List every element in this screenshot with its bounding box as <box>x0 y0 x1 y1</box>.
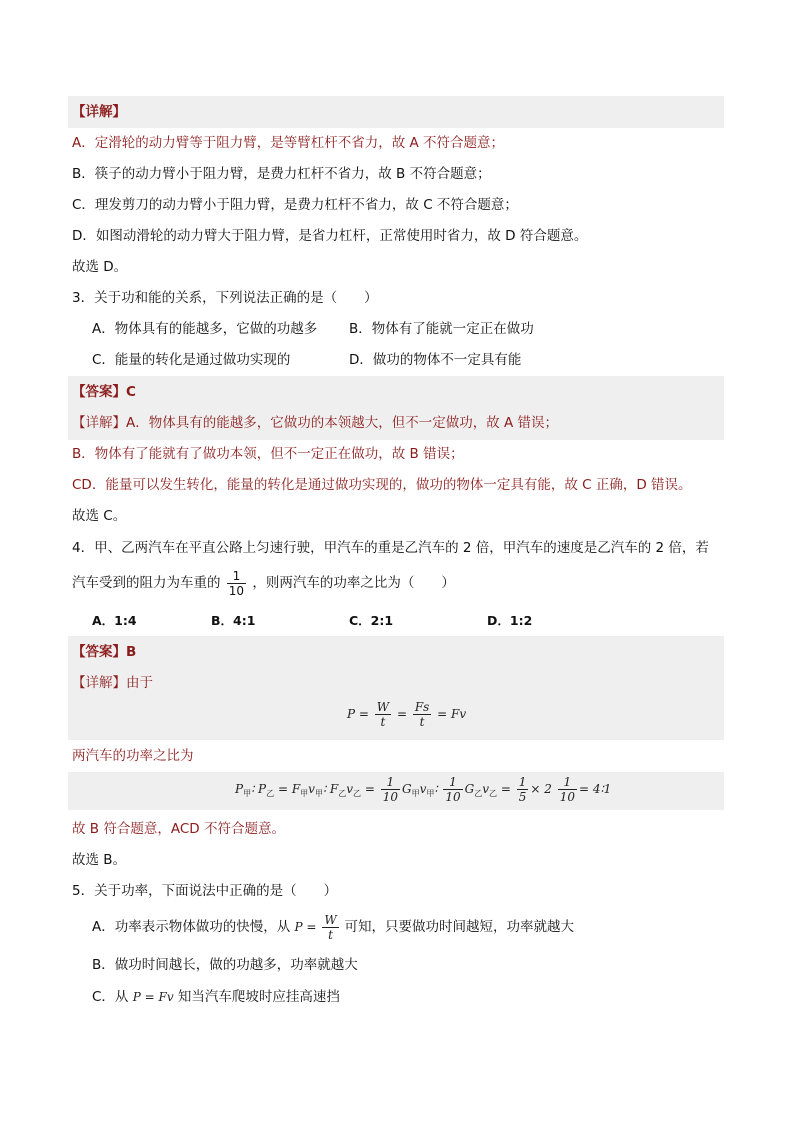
formula2-p-yi: P <box>258 782 267 796</box>
formula2-frac-3-num: 1 <box>518 775 527 789</box>
formula2-sub-v-yi-2: 乙 <box>488 789 497 798</box>
q3-answer: 【答案】C <box>72 384 136 400</box>
formula2-frac-2 <box>443 775 462 804</box>
formula1-lhs: P = <box>347 707 369 721</box>
formula2-v-jia-2: v <box>419 782 427 796</box>
q4-detail-intro: 【详解】由于 <box>72 675 153 691</box>
formula2-frac-4-num: 1 <box>558 775 577 790</box>
formula2-frac-4-den: 10 <box>559 790 575 804</box>
formula2-v-yi-2: v <box>482 782 489 796</box>
q3-option-d: D．做功的物体不一定具有能 <box>349 352 522 368</box>
q4-fraction <box>227 569 246 598</box>
q5-stem: 5．关于功率，下面说法中正确的是（ ） <box>72 883 338 899</box>
formula2-result: = 4∶1 <box>578 782 612 796</box>
q4-option-c: C．2:1 <box>349 613 394 628</box>
formula2-sub-v-yi: 乙 <box>353 789 361 798</box>
formula2-sub-f-jia: 甲 <box>300 789 309 798</box>
formula1-frac-w-t <box>375 700 391 729</box>
formula2-frac-1 <box>381 775 400 804</box>
q4-option-b: B．4:1 <box>211 613 256 628</box>
q5-option-c-pre: C．从 <box>92 989 129 1005</box>
formula2-colon: ∶ <box>251 782 255 796</box>
formula1-frac-fs-t <box>413 700 431 729</box>
formula1-rhs: = Fv <box>437 707 467 721</box>
formula2-times: × 2 <box>530 782 552 796</box>
q4-formula-power <box>347 700 466 729</box>
q3-detail-a: 【详解】A．物体具有的能越多，它做功的本领越大，但不一定做功，故 A 错误； <box>72 415 559 431</box>
formula1-frac-w-num: W <box>376 700 390 714</box>
formula2-colon-3: ∶ <box>434 782 438 796</box>
q5-option-a-formula <box>294 913 345 942</box>
formula2-frac-4 <box>558 775 577 804</box>
formula2-frac-3-den: 5 <box>518 790 527 804</box>
formula2-sub-v-jia: 甲 <box>314 789 323 798</box>
formula2-f-jia: F <box>291 782 301 796</box>
q3-option-b: B．物体有了能就一定正在做功 <box>349 321 534 337</box>
detail1-background <box>68 96 724 128</box>
q4-stem-line2 <box>72 566 455 600</box>
detail1-line-c: C．理发剪刀的动力臂小于阻力臂，是费力杠杆不省力，故 C 不符合题意； <box>72 197 518 213</box>
formula1-eq: = <box>396 707 408 721</box>
q5-option-c <box>92 987 340 1007</box>
formula1-frac-fs-den: t <box>419 715 425 729</box>
q5-option-a <box>92 910 574 944</box>
detail1-conclusion: 故选 D。 <box>72 259 128 275</box>
q5-option-a-post: 可知，只要做功时间越短，功率就越大 <box>344 919 574 935</box>
detail1-line-b: B．筷子的动力臂小于阻力臂，是费力杠杆不省力，故 B 不符合题意； <box>72 166 491 182</box>
q5-option-a-formula-lhs: P = <box>294 920 317 934</box>
q3-detail-b: B．物体有了能就有了做功本领，但不一定正在做功，故 B 错误； <box>72 446 464 462</box>
formula2-sub-jia: 甲 <box>243 789 252 798</box>
q4-answer: 【答案】B <box>72 644 137 660</box>
formula2-sub-g-yi: 乙 <box>474 789 483 798</box>
detail1-line-d: D．如图动滑轮的动力臂大于阻力臂，是省力杠杆，正常使用时省力，故 D 符合题意。 <box>72 228 588 244</box>
formula2-g-yi: G <box>464 782 475 796</box>
q5-option-c-post: 知当汽车爬坡时应挂高速挡 <box>177 989 340 1005</box>
detail1-header: 【详解】 <box>72 104 126 120</box>
q4-ratio-label: 两汽车的功率之比为 <box>72 748 194 764</box>
formula2-frac-1-den: 10 <box>382 790 398 804</box>
formula2-frac-2-den: 10 <box>445 790 461 804</box>
q4-option-d: D．1:2 <box>487 613 533 628</box>
formula2-sub-yi: 乙 <box>266 789 275 798</box>
q3-detail-cd: CD．能量可以发生转化，能量的转化是通过做功实现的，做功的物体一定具有能，故 C 正确，D 错误。 <box>72 477 692 493</box>
q4-option-a: A．1:4 <box>92 613 137 628</box>
formula2-g-jia: G <box>402 782 412 796</box>
q5-option-a-pre: A．功率表示物体做功的快慢，从 <box>92 919 291 935</box>
q3-stem: 3．关于功和能的关系，下列说法正确的是（ ） <box>72 290 378 306</box>
q3-conclusion: 故选 C。 <box>72 508 127 524</box>
q5-option-c-formula: P = Fv <box>132 990 174 1004</box>
q4-formula-ratio <box>235 775 611 804</box>
q5-option-a-frac-den: t <box>328 928 333 942</box>
formula2-colon-2: ∶ <box>322 782 327 796</box>
formula2-eq-3: = <box>500 782 511 796</box>
q4-line-b: 故 B 符合题意，ACD 不符合题意。 <box>72 821 285 837</box>
q4-stem-line1: 4．甲、乙两汽车在平直公路上匀速行驶，甲汽车的重是乙汽车的 2 倍，甲汽车的速度是乙汽车的 2 倍，若 <box>72 540 709 556</box>
formula2-frac-1-num: 1 <box>381 775 400 790</box>
formula2-sub-f-yi: 乙 <box>338 789 347 798</box>
formula2-sub-v-jia-2: 甲 <box>426 789 435 798</box>
detail1-line-a: A．定滑轮的动力臂等于阻力臂，是等臂杠杆不省力，故 A 不符合题意； <box>72 135 505 151</box>
q3-option-a: A．物体具有的能越多，它做的功越多 <box>92 321 318 337</box>
formula2-v-jia: v <box>308 782 315 796</box>
q3-option-c: C．能量的转化是通过做功实现的 <box>92 352 291 368</box>
q4-stem-line2-pre: 汽车受到的阻力为车重的 <box>72 575 221 591</box>
q4-fraction-den: 10 <box>228 583 245 598</box>
q5-option-a-frac <box>322 913 338 942</box>
q5-option-a-frac-num: W <box>324 913 337 927</box>
formula2-eq: = <box>277 782 288 796</box>
q5-option-b: B．做功时间越长，做的功越多，功率就越大 <box>92 957 358 973</box>
formula2-p-jia: P <box>235 782 244 796</box>
q4-stem-line2-post: ，则两汽车的功率之比为（ ） <box>252 575 455 591</box>
formula2-frac-2-num: 1 <box>443 775 462 790</box>
formula2-sub-g-jia: 甲 <box>411 789 420 798</box>
formula2-eq-2: = <box>364 782 375 796</box>
formula2-frac-3 <box>517 775 529 804</box>
formula1-frac-fs-num: Fs <box>414 700 430 714</box>
formula2-f-yi: F <box>329 782 339 796</box>
formula1-frac-w-den: t <box>380 715 386 729</box>
formula2-v-yi: v <box>346 782 353 796</box>
q4-conclusion: 故选 B。 <box>72 852 127 868</box>
q4-fraction-num: 1 <box>227 569 246 584</box>
